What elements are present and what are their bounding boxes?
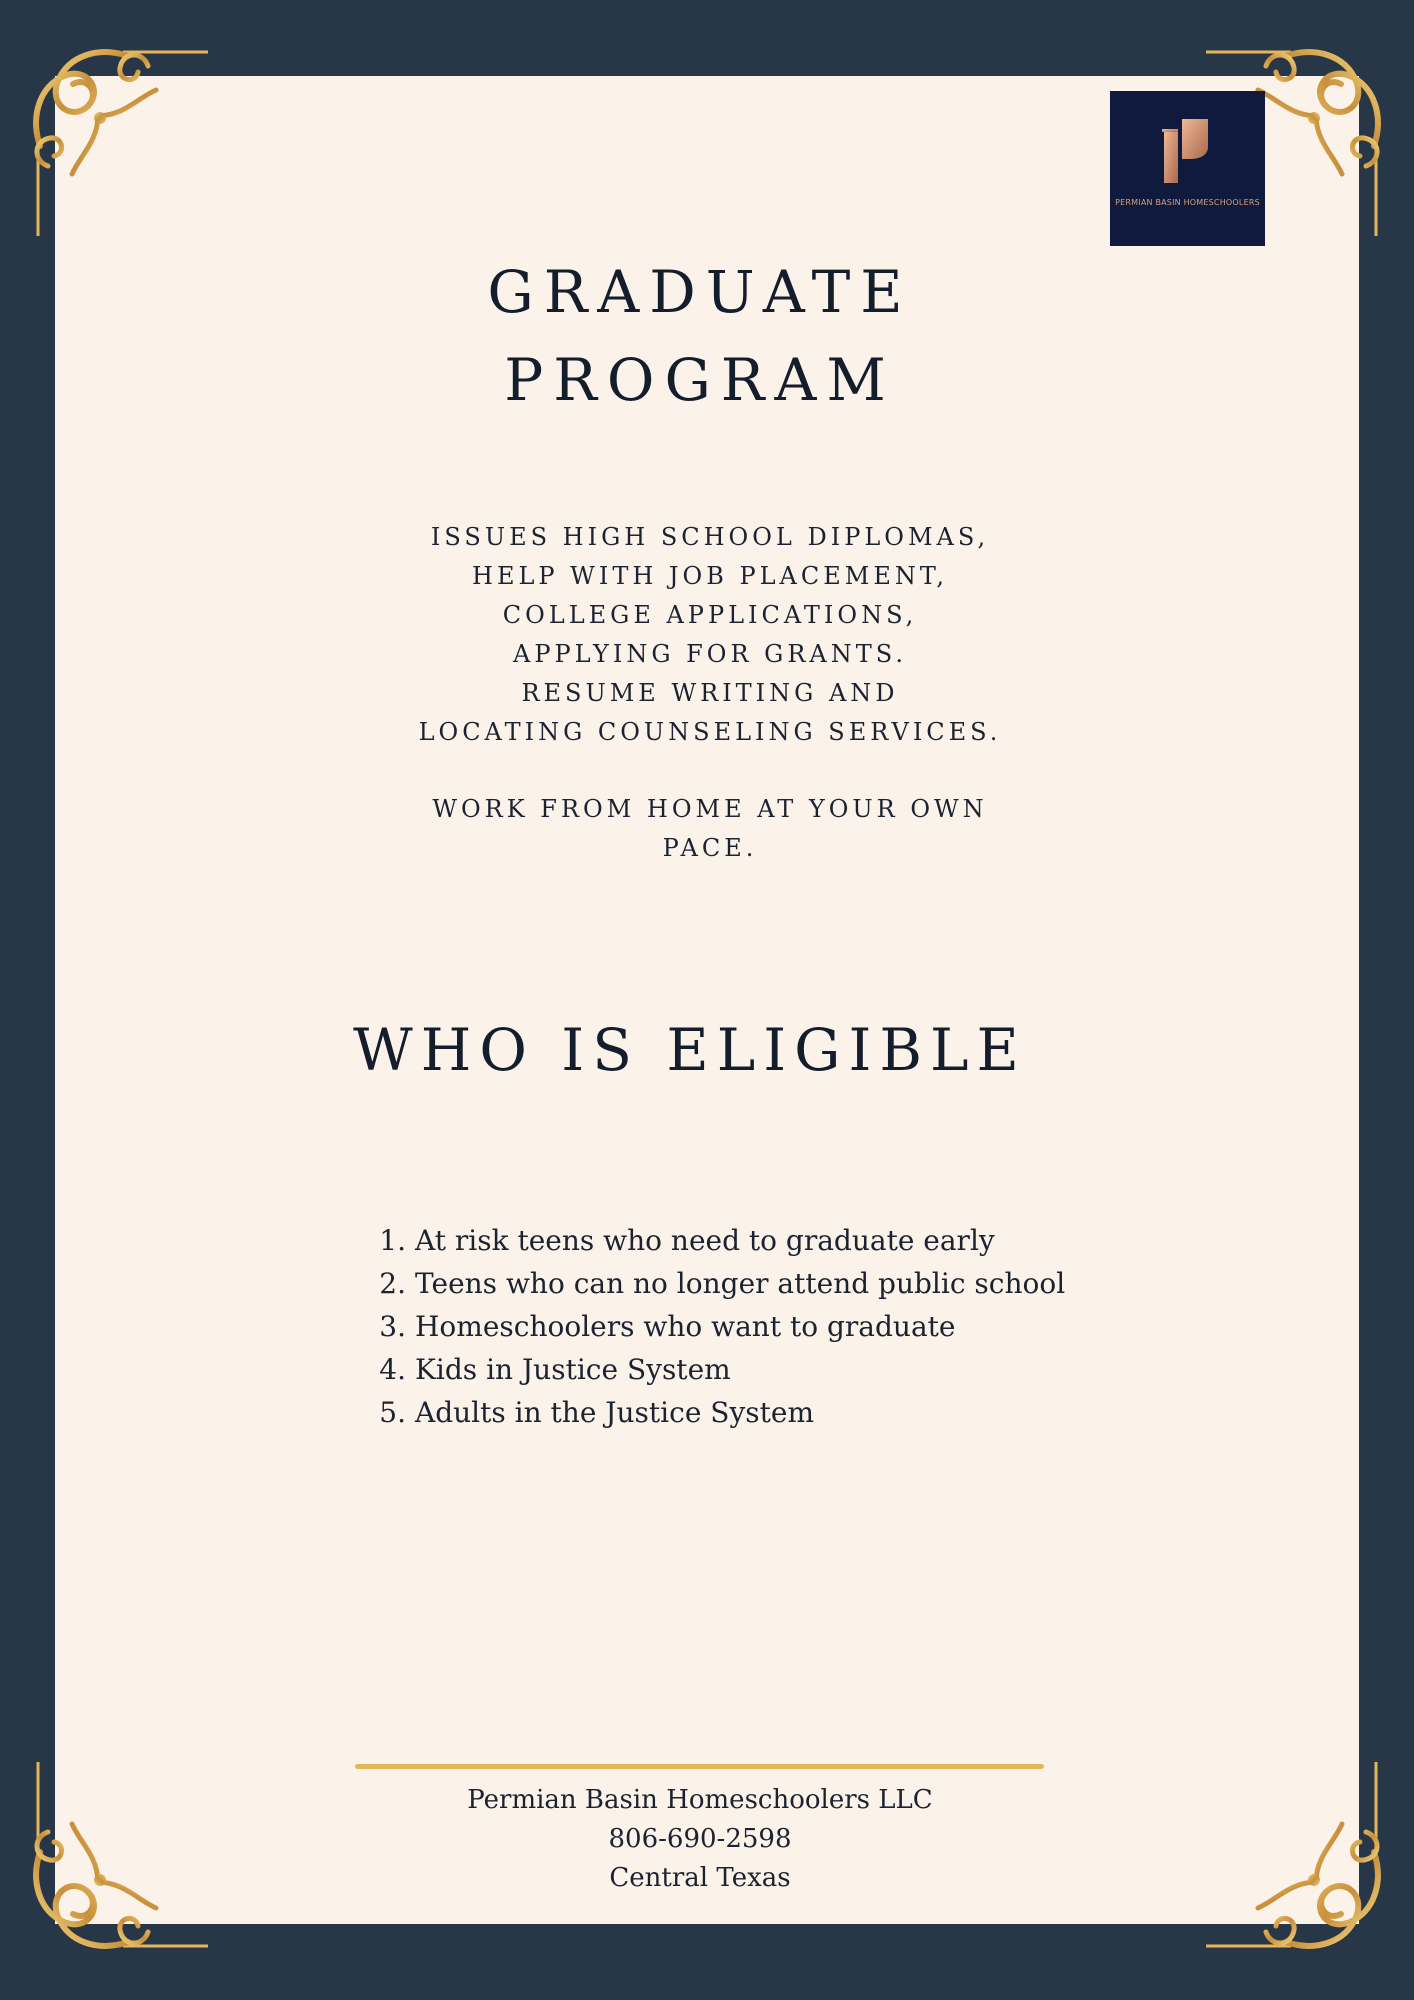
pace-line: PACE. bbox=[662, 834, 758, 862]
pb-monogram-icon bbox=[1160, 119, 1216, 187]
services-line: ISSUES HIGH SCHOOL DIPLOMAS, bbox=[430, 523, 990, 551]
page-title bbox=[400, 248, 1000, 424]
ornament-corner-top-left bbox=[28, 46, 218, 236]
list-item-number: 3. bbox=[379, 1310, 406, 1343]
list-item bbox=[370, 1348, 1130, 1391]
list-item bbox=[370, 1305, 1130, 1348]
list-item-number: 5. bbox=[379, 1396, 406, 1429]
list-item-text: At risk teens who need to graduate early bbox=[415, 1224, 995, 1257]
services-description bbox=[360, 518, 1060, 752]
list-item-text: Adults in the Justice System bbox=[415, 1396, 815, 1429]
ornament-corner-bottom-right bbox=[1196, 1762, 1386, 1952]
title-line-2: PROGRAM bbox=[504, 346, 896, 414]
footer-location: Central Texas bbox=[609, 1863, 791, 1893]
list-item-text: Kids in Justice System bbox=[415, 1353, 731, 1386]
footer-company: Permian Basin Homeschoolers LLC bbox=[467, 1785, 933, 1815]
list-item bbox=[370, 1262, 1130, 1305]
footer-contact bbox=[400, 1781, 1000, 1898]
ornament-corner-bottom-left bbox=[28, 1762, 218, 1952]
pace-statement bbox=[360, 790, 1060, 868]
services-line: APPLYING FOR GRANTS. bbox=[513, 640, 907, 668]
services-line: LOCATING COUNSELING SERVICES. bbox=[418, 718, 1002, 746]
title-line-1: GRADUATE bbox=[487, 258, 913, 326]
footer-phone: 806-690-2598 bbox=[608, 1824, 792, 1854]
list-item bbox=[370, 1391, 1130, 1434]
list-item bbox=[370, 1219, 1130, 1262]
services-line: COLLEGE APPLICATIONS, bbox=[502, 601, 918, 629]
logo-brand-text: PERMIAN BASIN HOMESCHOOLERS bbox=[1115, 198, 1260, 207]
list-item-number: 1. bbox=[379, 1224, 406, 1257]
services-line: RESUME WRITING AND bbox=[521, 679, 899, 707]
services-line: HELP WITH JOB PLACEMENT, bbox=[472, 562, 948, 590]
list-item-text: Homeschoolers who want to graduate bbox=[415, 1310, 956, 1343]
footer-divider bbox=[355, 1764, 1044, 1769]
list-item-text: Teens who can no longer attend public school bbox=[415, 1267, 1066, 1300]
eligible-heading: WHO IS ELIGIBLE bbox=[353, 1016, 1027, 1084]
pace-line: WORK FROM HOME AT YOUR OWN bbox=[432, 795, 988, 823]
list-item-number: 4. bbox=[379, 1353, 406, 1386]
eligible-list bbox=[370, 1219, 1130, 1434]
company-logo bbox=[1110, 91, 1265, 246]
list-item-number: 2. bbox=[379, 1267, 406, 1300]
